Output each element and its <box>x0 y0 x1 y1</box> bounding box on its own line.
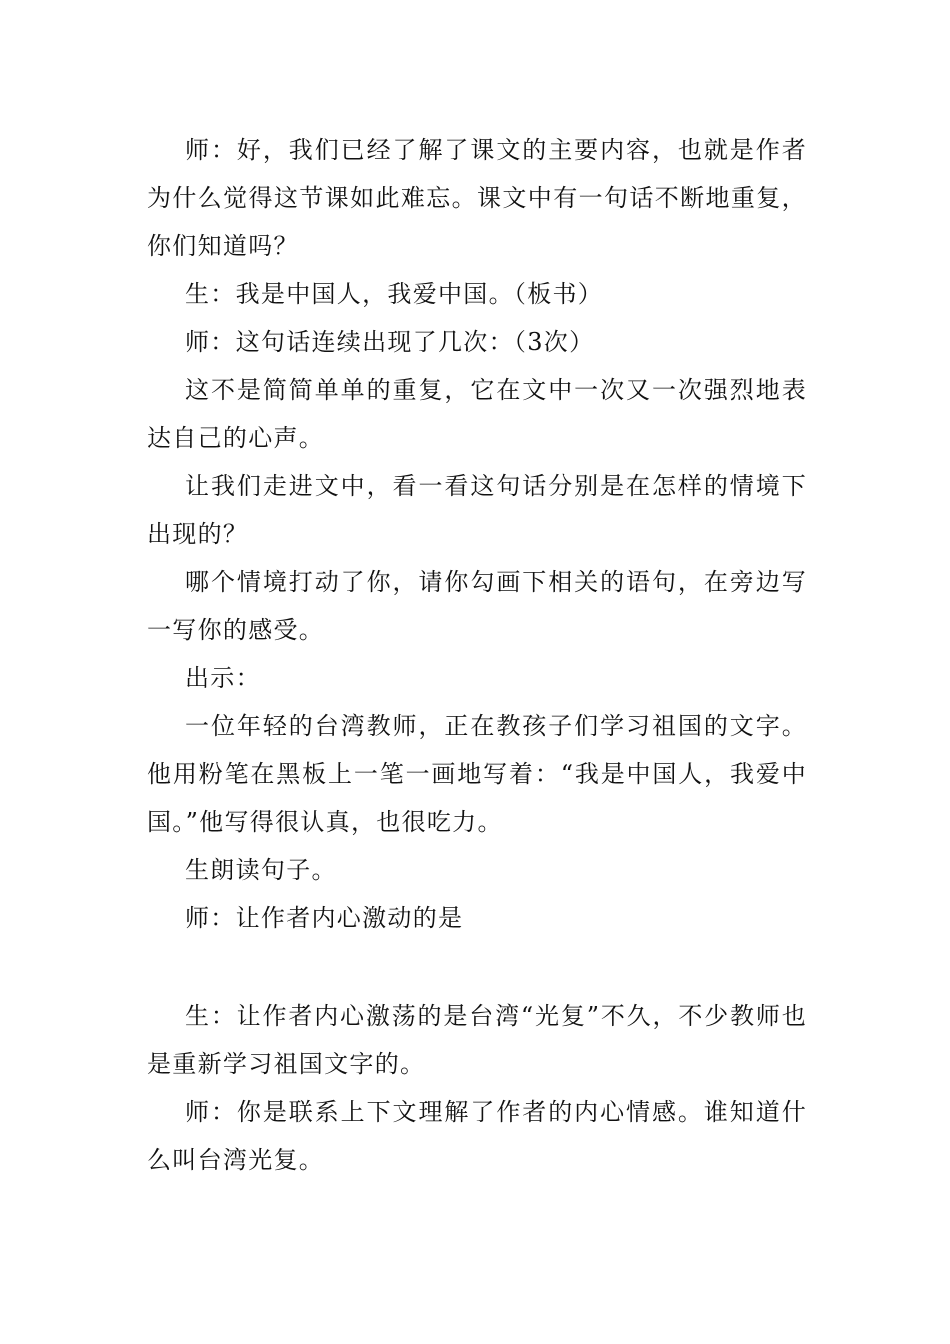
paragraph-3: 师：这句话连续出现了几次：（3次） <box>185 328 595 356</box>
paragraph-8: 一位年轻的台湾教师，正在教孩子们学习祖国的文字。他用粉笔在黑板上一笔一画地写着：“我是中国人，我爱中国。”他写得很认真，也很吃力。 <box>147 712 807 836</box>
document-body <box>147 126 807 1184</box>
paragraph-5: 让我们走进文中，看一看这句话分别是在怎样的情境下出现的？ <box>147 472 807 548</box>
paragraph-10: 师：让作者内心激动的是 <box>185 904 464 932</box>
paragraph-spacer <box>147 942 807 992</box>
paragraph-4: 这不是简简单单的重复，它在文中一次又一次强烈地表达自己的心声。 <box>147 376 807 452</box>
paragraph-2: 生：我是中国人，我爱中国。（板书） <box>185 280 604 308</box>
paragraph-6: 哪个情境打动了你，请你勾画下相关的语句，在旁边写一写你的感受。 <box>147 568 807 644</box>
paragraph-11: 生：让作者内心激荡的是台湾“光复”不久，不少教师也是重新学习祖国文字的。 <box>147 1002 807 1078</box>
paragraph-12: 师：你是联系上下文理解了作者的内心情感。谁知道什么叫台湾光复。 <box>147 1098 807 1174</box>
paragraph-7: 出示： <box>185 664 261 692</box>
paragraph-1: 师：好，我们已经了解了课文的主要内容，也就是作者为什么觉得这节课如此难忘。课文中有一句话不断地重复，你们知道吗？ <box>147 136 807 260</box>
paragraph-9: 生朗读句子。 <box>185 856 337 884</box>
